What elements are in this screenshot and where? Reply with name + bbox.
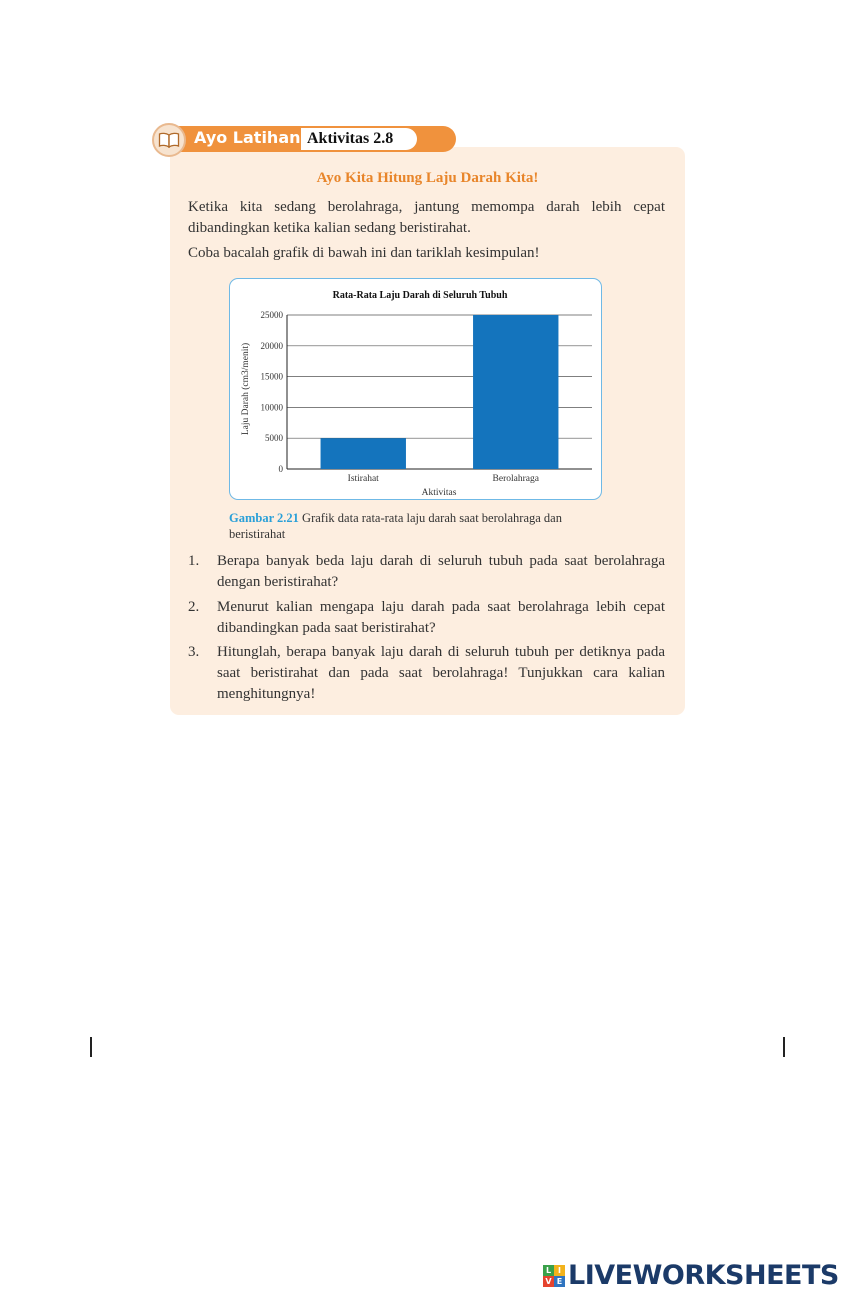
figure-caption-text: Grafik data rata-rata laju darah saat berolahraga dan beristirahat [229, 511, 562, 541]
liveworksheets-logo[interactable] [543, 1262, 839, 1290]
logo-letter: E [554, 1276, 565, 1287]
logo-letter: I [554, 1265, 565, 1276]
logo-letter: L [543, 1265, 554, 1276]
intro-paragraph-2: Coba bacalah grafik di bawah ini dan tariklah kesimpulan! [188, 245, 540, 261]
y-tick-label: 20000 [260, 340, 283, 351]
logo-grid-icon [543, 1265, 565, 1287]
figure-caption [229, 510, 609, 542]
y-axis-label: Laju Darah (cm3/menit) [241, 342, 251, 436]
question-text: Berapa banyak beda laju darah di seluruh tubuh pada saat berolahraga dengan beristirahat? [217, 553, 665, 590]
question-number: 3. [188, 644, 200, 660]
activity-badge [152, 123, 418, 155]
activity-heading: Ayo Kita Hitung Laju Darah Kita! [316, 170, 539, 186]
question-number: 2. [188, 599, 200, 615]
bar-istirahat [321, 438, 406, 469]
bar-chart [230, 279, 601, 499]
book-icon [152, 123, 186, 157]
question-item [188, 551, 665, 593]
y-tick-label: 0 [278, 464, 283, 474]
bar-berolahraga [473, 315, 558, 469]
chart-card [229, 278, 602, 500]
y-tick-label: 25000 [260, 310, 283, 320]
x-tick-label: Berolahraga [492, 474, 539, 484]
question-text: Menurut kalian mengapa laju darah pada saat berolahraga lebih cepat dibandingkan pada saat beristirahat? [217, 599, 665, 636]
figure-caption-label: Gambar 2.21 [229, 511, 299, 525]
crop-mark-right [783, 1037, 785, 1057]
badge-section-label: Ayo Latihan [194, 128, 301, 147]
question-item [188, 597, 665, 639]
y-tick-label: 5000 [265, 433, 283, 444]
y-tick-label: 10000 [260, 402, 283, 413]
logo-text: LIVEWORKSHEETS [568, 1260, 839, 1291]
chart-title: Rata-Rata Laju Darah di Seluruh Tubuh [332, 290, 508, 301]
question-number: 1. [188, 553, 200, 569]
question-item [188, 642, 665, 705]
y-tick-label: 15000 [260, 371, 283, 382]
crop-mark-left [90, 1037, 92, 1057]
logo-letter: V [543, 1276, 554, 1287]
x-axis-label: Aktivitas [421, 488, 457, 498]
question-text: Hitunglah, berapa banyak laju darah di seluruh tubuh per detiknya pada saat beristirahat dan pada saat berolahraga! Tunjukkan cara kalian menghitungnya! [217, 644, 665, 702]
x-tick-label: Istirahat [347, 474, 379, 484]
intro-paragraph-1: Ketika kita sedang berolahraga, jantung memompa darah lebih cepat dibandingkan ketika kalian sedang beristirahat. [188, 199, 665, 236]
badge-activity-label: Aktivitas 2.8 [301, 127, 418, 151]
